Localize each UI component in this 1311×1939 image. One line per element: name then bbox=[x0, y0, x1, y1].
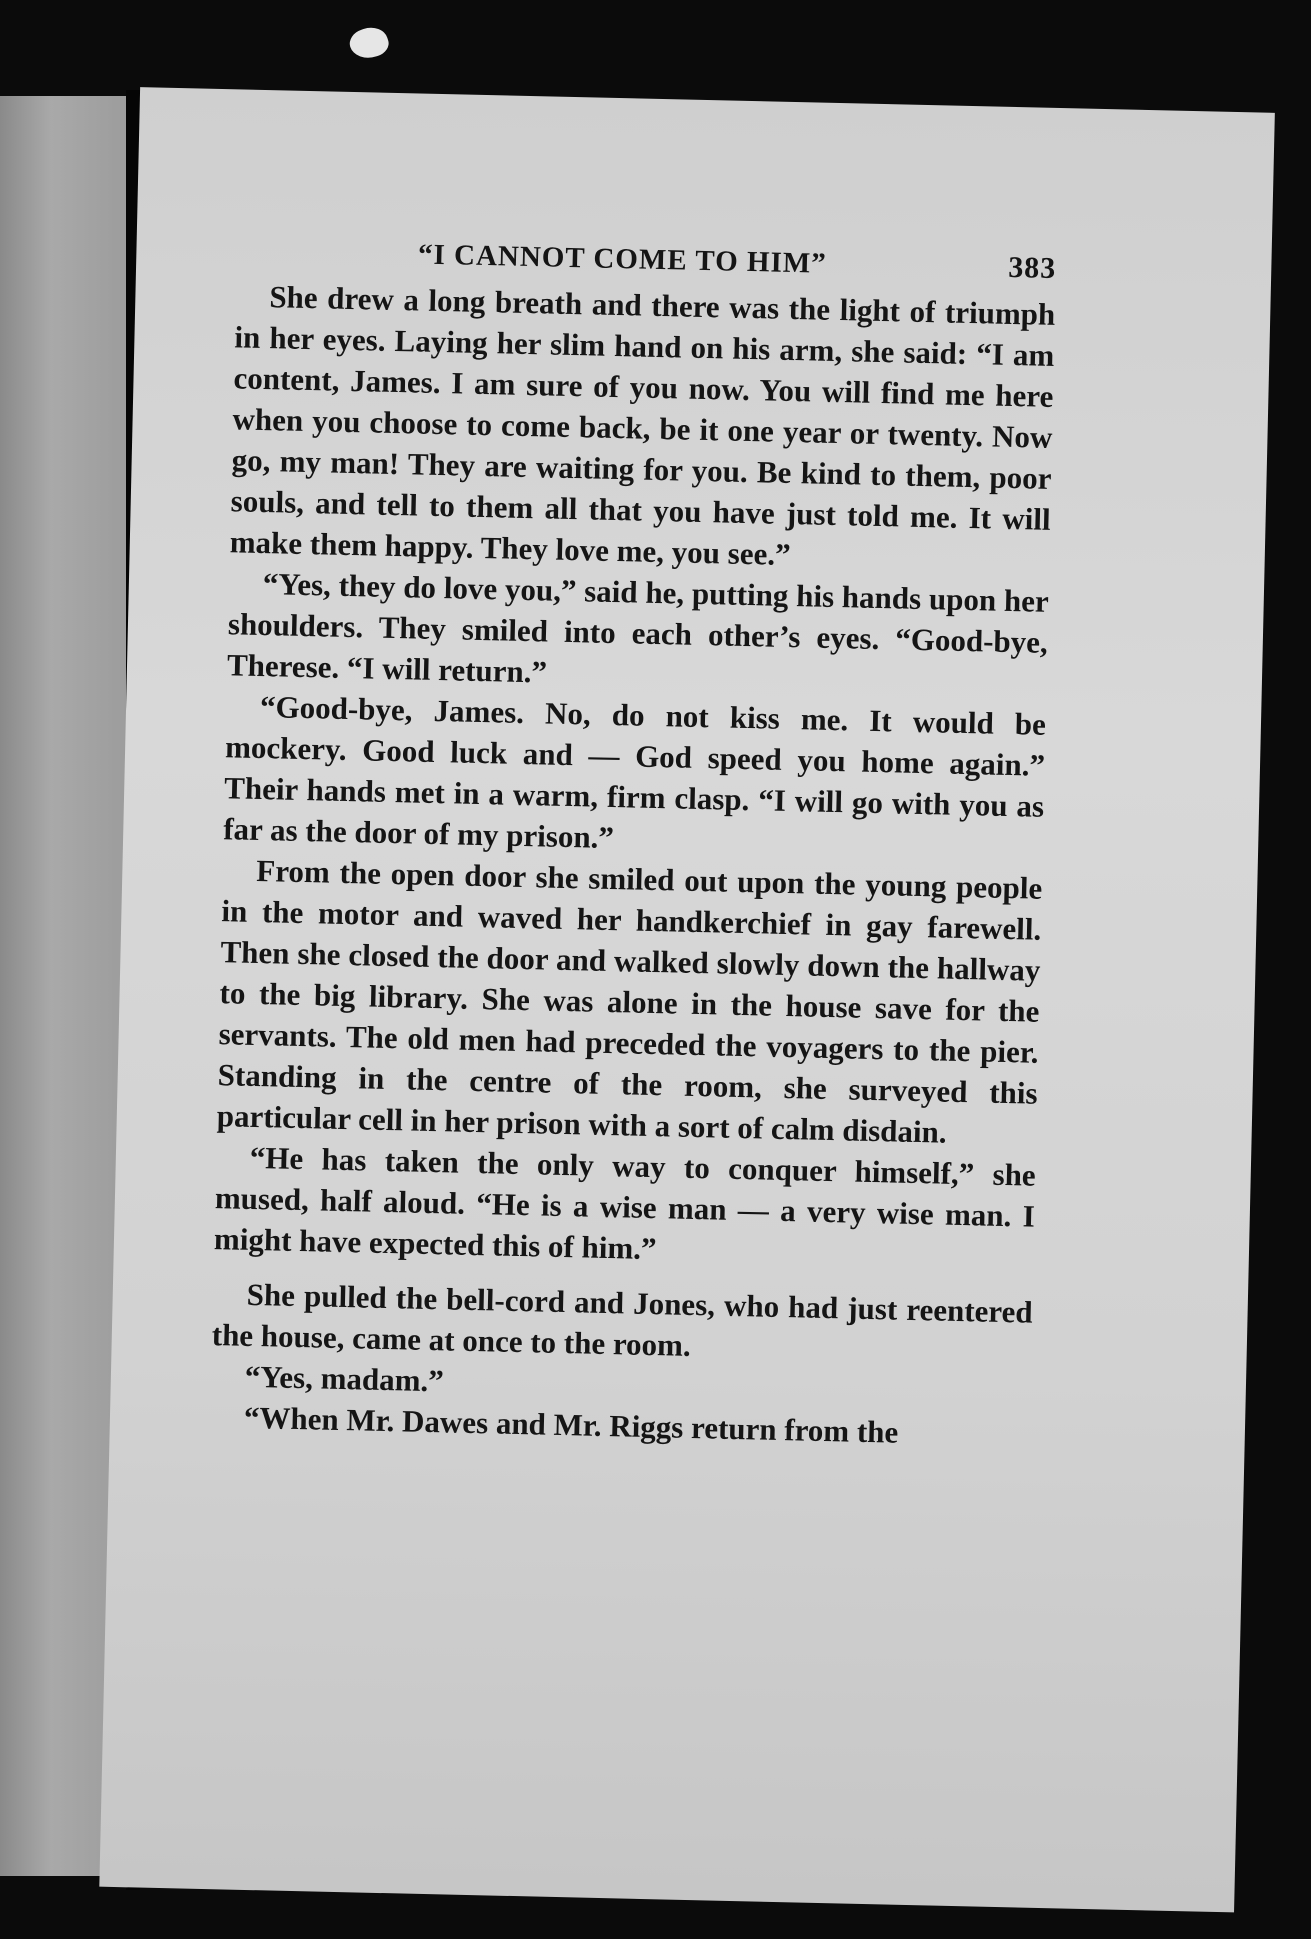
paragraph: “Yes, they do love you,” said he, putting his hands upon her shoulders. They smiled into each other’s eyes. “Good-bye, Therese. “I will return.” bbox=[226, 566, 1050, 690]
paragraph: She pulled the bell-cord and Jones, who had just reentered the house, came at once to the room. bbox=[211, 1276, 1033, 1363]
paragraph: “Yes, madam.” bbox=[244, 1358, 445, 1399]
book-page bbox=[99, 87, 1275, 1912]
paragraph: “When Mr. Dawes and Mr. Riggs return from the bbox=[243, 1399, 899, 1450]
paragraph: “He has taken the only way to conquer himself,” she mused, half aloud. “He is a wise man — a very wise man. I might have expected this of him.” bbox=[213, 1139, 1037, 1267]
paragraph: From the open door she smiled out upon the young people in the motor and waved her handkerchief in gay farewell. Then she closed the door and walked slowly down the hallway to the big library. She was alone in the house save for the servants. The old men had preceded the voyagers to the pier. Standing in the centre of the room, she surveyed this particular cell in her prison with a sort of calm disdain. bbox=[216, 852, 1043, 1150]
page-text-block bbox=[210, 229, 1057, 1455]
paragraph: She drew a long breath and there was the light of triumph in her eyes. Laying her slim hand on his arm, she said: “I am content, James. I am sure of you now. You will find me here when you choose to come back, be it one year or twenty. Now go, my man! They are waiting for you. Be kind to them, poor souls, and tell to them all that you have just told me. It will make them happy. They love me, you see.” bbox=[229, 279, 1056, 572]
paragraph: “Good-bye, James. No, do not kiss me. It would be mockery. Good luck and — God speed you home again.” Their hands met in a warm, firm clasp. “I will go with you as far as the door of my prison.” bbox=[222, 689, 1047, 856]
scan-blemish bbox=[346, 23, 391, 63]
page-number: 383 bbox=[1007, 250, 1057, 285]
running-head: “I CANNOT COME TO HIM” bbox=[417, 238, 828, 280]
